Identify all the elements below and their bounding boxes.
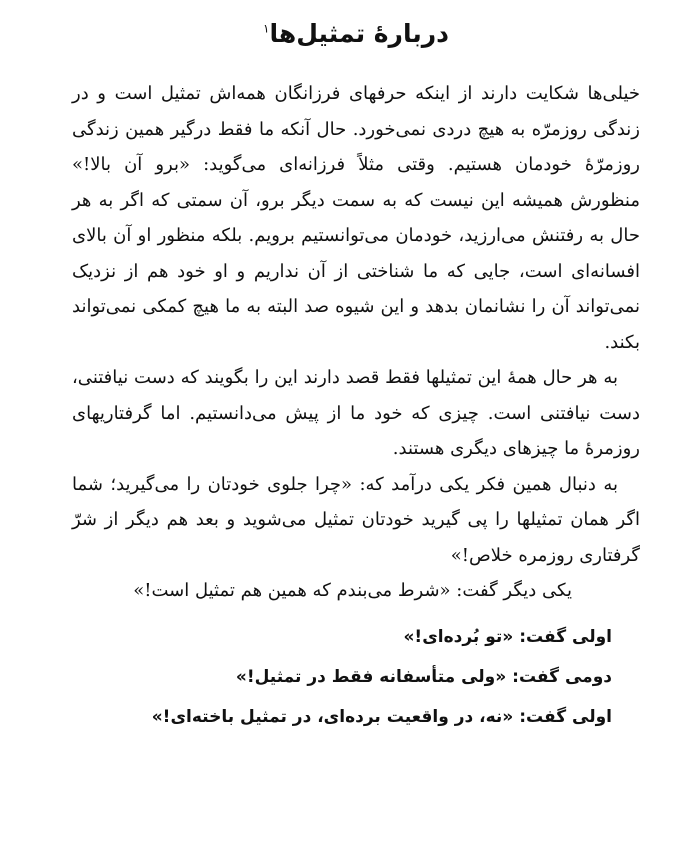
paragraph-2: به هر حال همهٔ این تمثیلها فقط قصد دارند این را بگویند که دست نیافتنی، دست نیافتنی است. چیزی که خود ما از پیش می‌دانستیم. اما گرفتاریهای روزمرهٔ ما چیزهای دیگری هستند. (72, 367, 640, 459)
dialogue-block (72, 617, 640, 737)
paragraph-3: به دنبال همین فکر یکی درآمد که: «چرا جلوی خودتان را می‌گیرید؛ شما اگر همان تمثیلها را پی گیرید خودتان تمثیل می‌شوید و بعد هم دیگر از شرّ گرفتاری روزمره خلاص!» (72, 473, 640, 566)
dialogue-speaker: اولی گفت: (519, 706, 612, 727)
title-text: دربارهٔ تمثیل‌ها (269, 19, 449, 48)
dialogue-text: «نه، در واقعیت برده‌ای، در تمثیل باخته‌ای!» (151, 706, 514, 727)
dialogue-text: «تو بُرده‌ای!» (403, 626, 514, 647)
dialogue-line-3 (72, 697, 640, 737)
dialogue-speaker: اولی گفت: (519, 626, 612, 647)
dialogue-line-1 (72, 617, 640, 657)
dialogue-text: «ولی متأسفانه فقط در تمثیل!» (235, 666, 507, 687)
paragraph-1: خیلی‌ها شکایت دارند از اینکه حرفهای فرزانگان همه‌اش تمثیل است و در زندگی روزمرّه به هیچ دردی نمی‌خورد. حال آنکه ما فقط درگیر همین زندگی روزمرّهٔ خودمان هستیم. وقتی مثلاً فرزانه‌ای می‌گوید: «برو آن بالا!» منظورش همیشه این نیست که به سمت دیگر برو، آن سمتی که اگر به هر حال به رفتنش می‌ارزید، خودمان می‌توانستیم برویم. بلکه منظور او آن بالای افسانه‌ای است، جایی که ما شناختی از آن نداریم و او خود هم از نزدیک نمی‌تواند آن را نشانمان بدهد و این شیوه صد البته به ما هیچ کمکی نمی‌تواند بکند. (72, 83, 640, 353)
title-footnote-marker: ۱ (263, 21, 270, 36)
dialogue-line-2 (72, 657, 640, 697)
bet-line: یکی دیگر گفت: «شرط می‌بندم که همین هم تمثیل است!» (133, 580, 572, 601)
page-title (72, 14, 640, 58)
dialogue-speaker: دومی گفت: (512, 666, 612, 687)
